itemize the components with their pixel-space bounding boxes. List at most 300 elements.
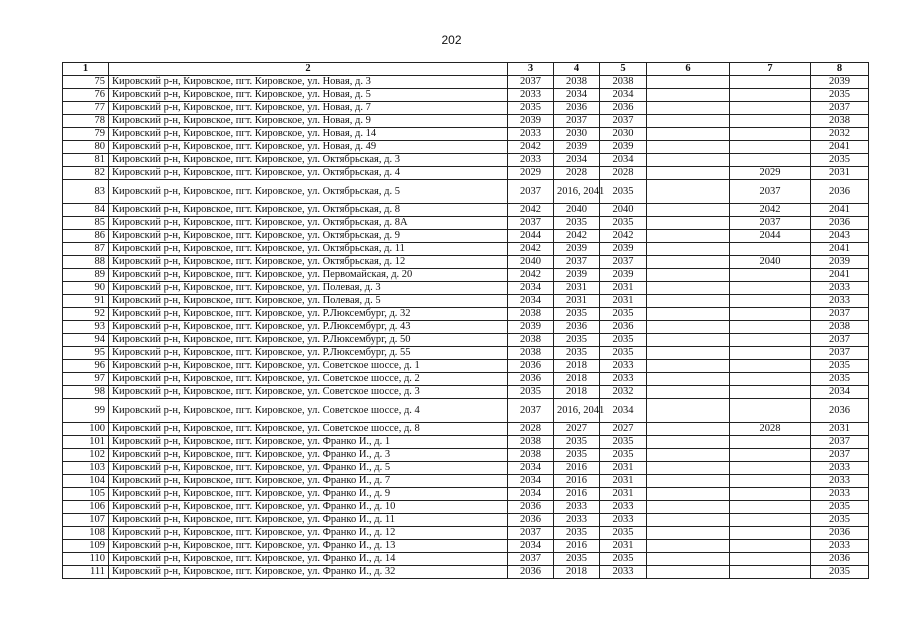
address: Кировский р-н, Кировское, пгт. Кировское, ул. Франко И., д. 14 xyxy=(109,553,508,566)
value-col5: 2035 xyxy=(600,449,647,462)
address: Кировский р-н, Кировское, пгт. Кировское, ул. Новая, д. 49 xyxy=(109,141,508,154)
value-col3: 2037 xyxy=(508,399,554,423)
address: Кировский р-н, Кировское, пгт. Кировское, ул. Октябрьская, д. 3 xyxy=(109,154,508,167)
address: Кировский р-н, Кировское, пгт. Кировское, ул. Октябрьская, д. 8А xyxy=(109,217,508,230)
value-col4: 2034 xyxy=(554,89,600,102)
table-row xyxy=(63,167,869,180)
address: Кировский р-н, Кировское, пгт. Кировское, ул. Советское шоссе, д. 3 xyxy=(109,386,508,399)
value-col4: 2018 xyxy=(554,360,600,373)
value-col7: 2044 xyxy=(730,230,811,243)
value-col7 xyxy=(730,360,811,373)
value-col7 xyxy=(730,89,811,102)
value-col6 xyxy=(647,527,730,540)
value-col7 xyxy=(730,308,811,321)
value-col8: 2033 xyxy=(811,475,869,488)
value-col5: 2027 xyxy=(600,423,647,436)
table-row xyxy=(63,256,869,269)
row-number: 96 xyxy=(63,360,109,373)
value-col8: 2039 xyxy=(811,256,869,269)
value-col5: 2034 xyxy=(600,154,647,167)
value-col5: 2035 xyxy=(600,436,647,449)
value-col3: 2034 xyxy=(508,540,554,553)
value-col5: 2032 xyxy=(600,386,647,399)
value-col8: 2036 xyxy=(811,180,869,204)
value-col6 xyxy=(647,128,730,141)
table-row xyxy=(63,141,869,154)
address: Кировский р-н, Кировское, пгт. Кировское, ул. Франко И., д. 10 xyxy=(109,501,508,514)
address: Кировский р-н, Кировское, пгт. Кировское, ул. Новая, д. 9 xyxy=(109,115,508,128)
value-col4: 2039 xyxy=(554,269,600,282)
table-row xyxy=(63,217,869,230)
address: Кировский р-н, Кировское, пгт. Кировское, ул. Октябрьская, д. 8 xyxy=(109,204,508,217)
row-number: 84 xyxy=(63,204,109,217)
value-col3: 2037 xyxy=(508,76,554,89)
value-col4: 2040 xyxy=(554,204,600,217)
value-col6 xyxy=(647,76,730,89)
table-row xyxy=(63,488,869,501)
address: Кировский р-н, Кировское, пгт. Кировское, ул. Октябрьская, д. 11 xyxy=(109,243,508,256)
value-col5: 2030 xyxy=(600,128,647,141)
value-col5: 2036 xyxy=(600,102,647,115)
row-number: 100 xyxy=(63,423,109,436)
value-col8: 2036 xyxy=(811,527,869,540)
row-number: 105 xyxy=(63,488,109,501)
value-col6 xyxy=(647,462,730,475)
value-col8: 2041 xyxy=(811,204,869,217)
value-col8: 2035 xyxy=(811,154,869,167)
value-col3: 2042 xyxy=(508,204,554,217)
address: Кировский р-н, Кировское, пгт. Кировское, ул. Новая, д. 7 xyxy=(109,102,508,115)
value-col6 xyxy=(647,373,730,386)
value-col3: 2044 xyxy=(508,230,554,243)
value-col7 xyxy=(730,514,811,527)
table-row xyxy=(63,360,869,373)
value-col5: 2034 xyxy=(600,399,647,423)
value-col8: 2043 xyxy=(811,230,869,243)
value-col3: 2036 xyxy=(508,373,554,386)
value-col6 xyxy=(647,154,730,167)
value-col6 xyxy=(647,449,730,462)
row-number: 94 xyxy=(63,334,109,347)
row-number: 99 xyxy=(63,399,109,423)
value-col8: 2036 xyxy=(811,217,869,230)
value-col8: 2035 xyxy=(811,360,869,373)
value-col6 xyxy=(647,347,730,360)
column-header: 1 xyxy=(63,63,109,76)
value-col3: 2033 xyxy=(508,154,554,167)
value-col6 xyxy=(647,475,730,488)
value-col6 xyxy=(647,256,730,269)
value-col5: 2031 xyxy=(600,295,647,308)
address: Кировский р-н, Кировское, пгт. Кировское, ул. Полевая, д. 3 xyxy=(109,282,508,295)
value-col4: 2016 xyxy=(554,540,600,553)
table-row xyxy=(63,347,869,360)
value-col7 xyxy=(730,128,811,141)
value-col4: 2035 xyxy=(554,553,600,566)
row-number: 87 xyxy=(63,243,109,256)
value-col5: 2035 xyxy=(600,217,647,230)
value-col3: 2038 xyxy=(508,347,554,360)
row-number: 97 xyxy=(63,373,109,386)
value-col3: 2034 xyxy=(508,475,554,488)
value-col6 xyxy=(647,334,730,347)
header-row xyxy=(63,63,869,76)
value-col7 xyxy=(730,154,811,167)
value-col4: 2035 xyxy=(554,347,600,360)
column-header: 5 xyxy=(600,63,647,76)
column-header: 4 xyxy=(554,63,600,76)
value-col7 xyxy=(730,527,811,540)
table-row xyxy=(63,321,869,334)
value-col8: 2038 xyxy=(811,115,869,128)
table-row xyxy=(63,308,869,321)
column-header: 2 xyxy=(109,63,508,76)
table-row xyxy=(63,269,869,282)
table-row xyxy=(63,282,869,295)
value-col5: 2034 xyxy=(600,89,647,102)
value-col3: 2028 xyxy=(508,423,554,436)
row-number: 101 xyxy=(63,436,109,449)
value-col4: 2027 xyxy=(554,423,600,436)
address: Кировский р-н, Кировское, пгт. Кировское, ул. Первомайская, д. 20 xyxy=(109,269,508,282)
value-col3: 2033 xyxy=(508,89,554,102)
table-row xyxy=(63,128,869,141)
value-col7: 2042 xyxy=(730,204,811,217)
value-col4: 2018 xyxy=(554,386,600,399)
data-table xyxy=(62,62,869,579)
table-row xyxy=(63,76,869,89)
value-col8: 2041 xyxy=(811,269,869,282)
page-number: 202 xyxy=(441,33,462,47)
row-number: 83 xyxy=(63,180,109,204)
value-col4: 2037 xyxy=(554,115,600,128)
row-number: 88 xyxy=(63,256,109,269)
value-col7 xyxy=(730,540,811,553)
value-col4: 2034 xyxy=(554,154,600,167)
value-col8: 2032 xyxy=(811,128,869,141)
value-col6 xyxy=(647,204,730,217)
row-number: 78 xyxy=(63,115,109,128)
value-col6 xyxy=(647,436,730,449)
value-col6 xyxy=(647,230,730,243)
table-row xyxy=(63,230,869,243)
value-col3: 2034 xyxy=(508,282,554,295)
value-col6 xyxy=(647,217,730,230)
column-header: 6 xyxy=(647,63,730,76)
value-col8: 2037 xyxy=(811,436,869,449)
address: Кировский р-н, Кировское, пгт. Кировское, ул. Новая, д. 14 xyxy=(109,128,508,141)
value-col6 xyxy=(647,566,730,579)
value-col8: 2041 xyxy=(811,141,869,154)
row-number: 76 xyxy=(63,89,109,102)
row-number: 79 xyxy=(63,128,109,141)
value-col6 xyxy=(647,243,730,256)
row-number: 95 xyxy=(63,347,109,360)
table-row xyxy=(63,115,869,128)
table-row xyxy=(63,180,869,204)
value-col3: 2037 xyxy=(508,180,554,204)
value-col7 xyxy=(730,141,811,154)
value-col8: 2036 xyxy=(811,399,869,423)
value-col4: 2028 xyxy=(554,167,600,180)
address: Кировский р-н, Кировское, пгт. Кировское, ул. Франко И., д. 5 xyxy=(109,462,508,475)
value-col7 xyxy=(730,295,811,308)
table-row xyxy=(63,399,869,423)
value-col4: 2018 xyxy=(554,566,600,579)
value-col5: 2031 xyxy=(600,475,647,488)
address: Кировский р-н, Кировское, пгт. Кировское, ул. Советское шоссе, д. 8 xyxy=(109,423,508,436)
address: Кировский р-н, Кировское, пгт. Кировское, ул. Франко И., д. 3 xyxy=(109,449,508,462)
column-header: 8 xyxy=(811,63,869,76)
value-col6 xyxy=(647,360,730,373)
value-col8: 2035 xyxy=(811,89,869,102)
value-col8: 2035 xyxy=(811,514,869,527)
row-number: 104 xyxy=(63,475,109,488)
value-col3: 2042 xyxy=(508,243,554,256)
value-col8: 2033 xyxy=(811,540,869,553)
value-col3: 2036 xyxy=(508,501,554,514)
value-col3: 2037 xyxy=(508,527,554,540)
value-col4: 2030 xyxy=(554,128,600,141)
value-col7 xyxy=(730,488,811,501)
value-col4: 2035 xyxy=(554,308,600,321)
table-row xyxy=(63,373,869,386)
value-col3: 2042 xyxy=(508,141,554,154)
value-col5: 2033 xyxy=(600,514,647,527)
value-col8: 2037 xyxy=(811,308,869,321)
value-col6 xyxy=(647,540,730,553)
value-col7 xyxy=(730,321,811,334)
address: Кировский р-н, Кировское, пгт. Кировское, ул. Франко И., д. 7 xyxy=(109,475,508,488)
value-col7: 2029 xyxy=(730,167,811,180)
row-number: 106 xyxy=(63,501,109,514)
value-col7: 2037 xyxy=(730,217,811,230)
value-col3: 2038 xyxy=(508,436,554,449)
value-col7: 2040 xyxy=(730,256,811,269)
row-number: 89 xyxy=(63,269,109,282)
value-col6 xyxy=(647,321,730,334)
column-header: 3 xyxy=(508,63,554,76)
table-row xyxy=(63,475,869,488)
value-col5: 2040 xyxy=(600,204,647,217)
value-col5: 2036 xyxy=(600,321,647,334)
value-col7 xyxy=(730,566,811,579)
value-col6 xyxy=(647,167,730,180)
value-col7: 2028 xyxy=(730,423,811,436)
row-number: 103 xyxy=(63,462,109,475)
value-col6 xyxy=(647,514,730,527)
value-col6 xyxy=(647,308,730,321)
value-col8: 2033 xyxy=(811,295,869,308)
value-col7 xyxy=(730,386,811,399)
row-number: 108 xyxy=(63,527,109,540)
value-col4: 2016, 2041 xyxy=(554,399,600,423)
address: Кировский р-н, Кировское, пгт. Кировское, ул. Франко И., д. 12 xyxy=(109,527,508,540)
value-col8: 2034 xyxy=(811,386,869,399)
value-col8: 2041 xyxy=(811,243,869,256)
value-col7 xyxy=(730,449,811,462)
row-number: 98 xyxy=(63,386,109,399)
value-col8: 2035 xyxy=(811,373,869,386)
value-col4: 2036 xyxy=(554,102,600,115)
value-col5: 2035 xyxy=(600,527,647,540)
value-col4: 2039 xyxy=(554,141,600,154)
value-col5: 2035 xyxy=(600,347,647,360)
value-col7 xyxy=(730,76,811,89)
value-col5: 2033 xyxy=(600,373,647,386)
value-col3: 2033 xyxy=(508,128,554,141)
row-number: 93 xyxy=(63,321,109,334)
value-col3: 2037 xyxy=(508,553,554,566)
row-number: 90 xyxy=(63,282,109,295)
address: Кировский р-н, Кировское, пгт. Кировское, ул. Октябрьская, д. 5 xyxy=(109,180,508,204)
value-col4: 2016, 2041 xyxy=(554,180,600,204)
address: Кировский р-н, Кировское, пгт. Кировское, ул. Франко И., д. 11 xyxy=(109,514,508,527)
value-col5: 2031 xyxy=(600,462,647,475)
table-row xyxy=(63,204,869,217)
value-col4: 2031 xyxy=(554,295,600,308)
value-col4: 2016 xyxy=(554,488,600,501)
row-number: 75 xyxy=(63,76,109,89)
value-col7 xyxy=(730,501,811,514)
table-row xyxy=(63,102,869,115)
value-col4: 2035 xyxy=(554,334,600,347)
value-col4: 2031 xyxy=(554,282,600,295)
value-col3: 2035 xyxy=(508,102,554,115)
value-col8: 2039 xyxy=(811,76,869,89)
value-col4: 2016 xyxy=(554,462,600,475)
value-col8: 2035 xyxy=(811,501,869,514)
value-col6 xyxy=(647,501,730,514)
address: Кировский р-н, Кировское, пгт. Кировское, ул. Октябрьская, д. 12 xyxy=(109,256,508,269)
value-col3: 2042 xyxy=(508,269,554,282)
value-col3: 2035 xyxy=(508,386,554,399)
table-row xyxy=(63,540,869,553)
row-number: 107 xyxy=(63,514,109,527)
address: Кировский р-н, Кировское, пгт. Кировское, ул. Советское шоссе, д. 4 xyxy=(109,399,508,423)
value-col3: 2029 xyxy=(508,167,554,180)
value-col6 xyxy=(647,423,730,436)
value-col6 xyxy=(647,180,730,204)
table-row xyxy=(63,527,869,540)
row-number: 80 xyxy=(63,141,109,154)
value-col3: 2034 xyxy=(508,488,554,501)
value-col5: 2035 xyxy=(600,553,647,566)
value-col8: 2031 xyxy=(811,167,869,180)
value-col3: 2039 xyxy=(508,321,554,334)
value-col8: 2037 xyxy=(811,102,869,115)
value-col3: 2038 xyxy=(508,449,554,462)
value-col5: 2031 xyxy=(600,488,647,501)
value-col5: 2031 xyxy=(600,540,647,553)
row-number: 91 xyxy=(63,295,109,308)
value-col7 xyxy=(730,553,811,566)
value-col6 xyxy=(647,141,730,154)
row-number: 77 xyxy=(63,102,109,115)
value-col3: 2036 xyxy=(508,514,554,527)
row-number: 109 xyxy=(63,540,109,553)
row-number: 82 xyxy=(63,167,109,180)
table-row xyxy=(63,436,869,449)
value-col7 xyxy=(730,373,811,386)
address: Кировский р-н, Кировское, пгт. Кировское, ул. Советское шоссе, д. 1 xyxy=(109,360,508,373)
value-col5: 2033 xyxy=(600,360,647,373)
row-number: 92 xyxy=(63,308,109,321)
value-col8: 2037 xyxy=(811,449,869,462)
value-col4: 2038 xyxy=(554,76,600,89)
address: Кировский р-н, Кировское, пгт. Кировское, ул. Р.Люксембург, д. 50 xyxy=(109,334,508,347)
value-col6 xyxy=(647,488,730,501)
address: Кировский р-н, Кировское, пгт. Кировское, ул. Р.Люксембург, д. 43 xyxy=(109,321,508,334)
value-col4: 2035 xyxy=(554,217,600,230)
value-col5: 2042 xyxy=(600,230,647,243)
value-col7 xyxy=(730,115,811,128)
value-col7 xyxy=(730,436,811,449)
value-col6 xyxy=(647,553,730,566)
table-row xyxy=(63,514,869,527)
value-col5: 2033 xyxy=(600,566,647,579)
value-col7 xyxy=(730,269,811,282)
value-col5: 2033 xyxy=(600,501,647,514)
value-col4: 2036 xyxy=(554,321,600,334)
address: Кировский р-н, Кировское, пгт. Кировское, ул. Октябрьская, д. 9 xyxy=(109,230,508,243)
table-row xyxy=(63,295,869,308)
value-col3: 2034 xyxy=(508,462,554,475)
value-col3: 2040 xyxy=(508,256,554,269)
row-number: 110 xyxy=(63,553,109,566)
row-number: 85 xyxy=(63,217,109,230)
value-col4: 2039 xyxy=(554,243,600,256)
value-col5: 2035 xyxy=(600,180,647,204)
table-row xyxy=(63,566,869,579)
value-col4: 2035 xyxy=(554,449,600,462)
value-col3: 2036 xyxy=(508,566,554,579)
value-col8: 2036 xyxy=(811,553,869,566)
value-col8: 2035 xyxy=(811,566,869,579)
value-col3: 2037 xyxy=(508,217,554,230)
address: Кировский р-н, Кировское, пгт. Кировское, ул. Октябрьская, д. 4 xyxy=(109,167,508,180)
value-col4: 2035 xyxy=(554,527,600,540)
value-col8: 2037 xyxy=(811,347,869,360)
address: Кировский р-н, Кировское, пгт. Кировское, ул. Полевая, д. 5 xyxy=(109,295,508,308)
value-col8: 2033 xyxy=(811,282,869,295)
table-row xyxy=(63,462,869,475)
value-col7 xyxy=(730,243,811,256)
value-col6 xyxy=(647,89,730,102)
table-row xyxy=(63,334,869,347)
value-col5: 2031 xyxy=(600,282,647,295)
value-col3: 2039 xyxy=(508,115,554,128)
value-col6 xyxy=(647,269,730,282)
table-row xyxy=(63,449,869,462)
table-row xyxy=(63,154,869,167)
value-col5: 2039 xyxy=(600,269,647,282)
value-col7 xyxy=(730,347,811,360)
value-col5: 2028 xyxy=(600,167,647,180)
table-row xyxy=(63,501,869,514)
value-col8: 2037 xyxy=(811,334,869,347)
address: Кировский р-н, Кировское, пгт. Кировское, ул. Франко И., д. 1 xyxy=(109,436,508,449)
value-col6 xyxy=(647,115,730,128)
value-col5: 2038 xyxy=(600,76,647,89)
value-col6 xyxy=(647,282,730,295)
address: Кировский р-н, Кировское, пгт. Кировское, ул. Р.Люксембург, д. 55 xyxy=(109,347,508,360)
value-col8: 2033 xyxy=(811,462,869,475)
value-col4: 2042 xyxy=(554,230,600,243)
value-col7 xyxy=(730,462,811,475)
value-col4: 2035 xyxy=(554,436,600,449)
value-col5: 2039 xyxy=(600,243,647,256)
